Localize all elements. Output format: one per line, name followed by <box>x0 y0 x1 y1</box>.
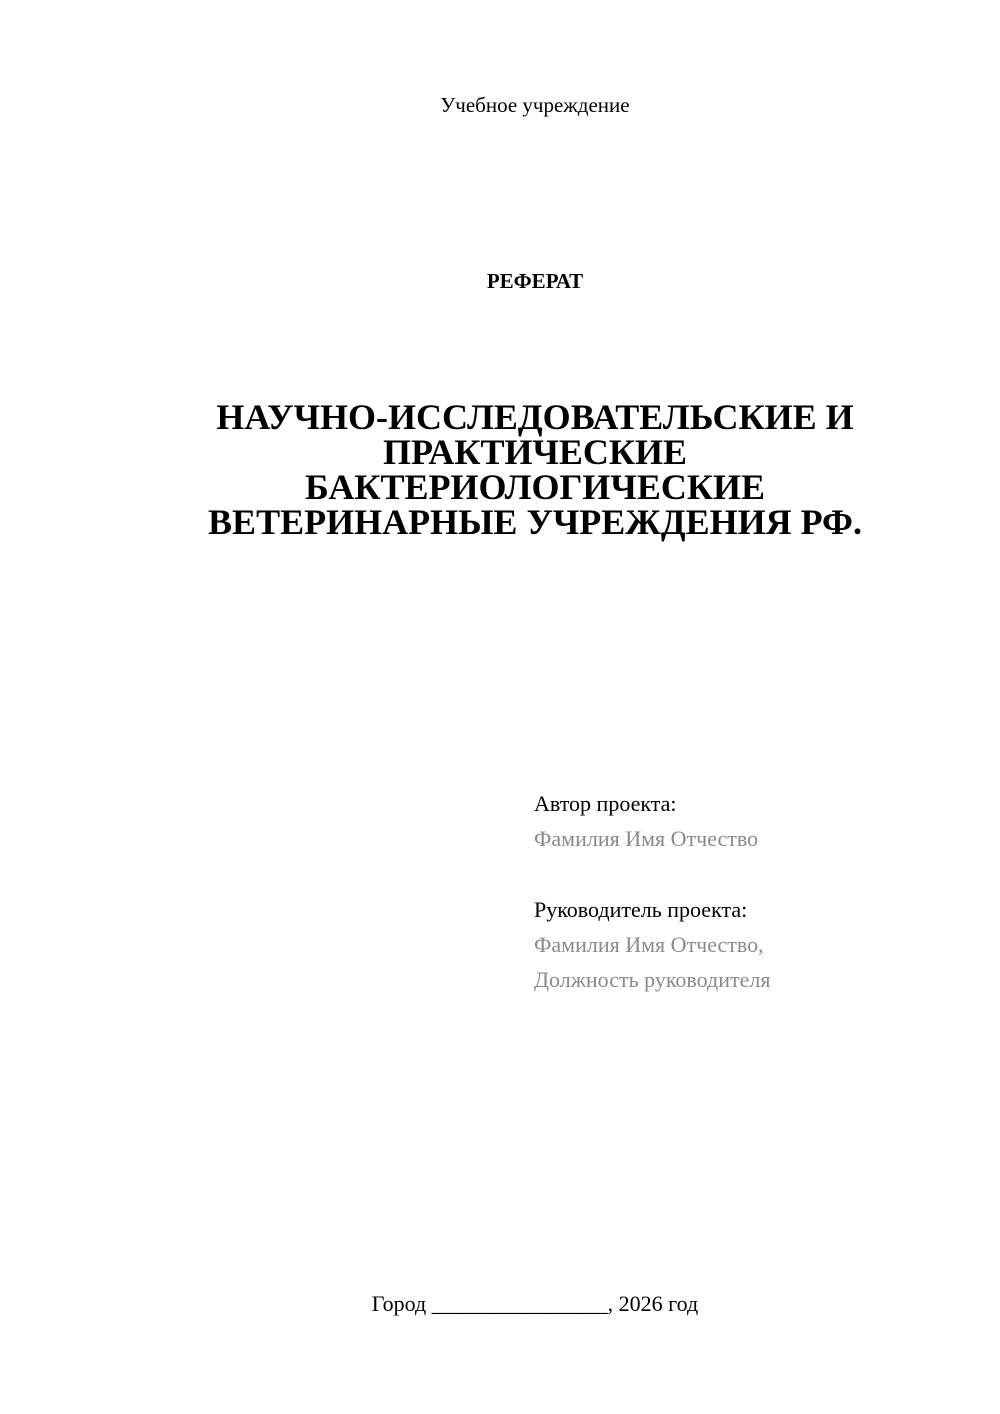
credits-block <box>534 786 974 997</box>
title-line-3: БАКТЕРИОЛОГИЧЕСКИЕ <box>305 467 765 507</box>
document-type: РЕФЕРАТ <box>486 269 584 293</box>
institution-name: Учебное учреждение <box>440 93 630 117</box>
supervisor-position: Должность руководителя <box>534 967 771 992</box>
supervisor-label: Руководитель проекта: <box>534 897 748 922</box>
author-name: Фамилия Имя Отчество <box>534 826 759 851</box>
title-line-4: ВЕТЕРИНАРНЫЕ УЧРЕЖДЕНИЯ РФ. <box>208 502 862 542</box>
city-year-line: Город ________________, 2026 год <box>371 1291 699 1316</box>
title-line-1: НАУЧНО-ИССЛЕДОВАТЕЛЬСКИЕ И <box>216 397 854 437</box>
credits-spacer <box>534 856 974 892</box>
title-line-2: ПРАКТИЧЕСКИЕ <box>382 432 688 472</box>
author-label: Автор проекта: <box>534 791 677 816</box>
document-title <box>160 397 910 542</box>
supervisor-name: Фамилия Имя Отчество, <box>534 932 764 957</box>
